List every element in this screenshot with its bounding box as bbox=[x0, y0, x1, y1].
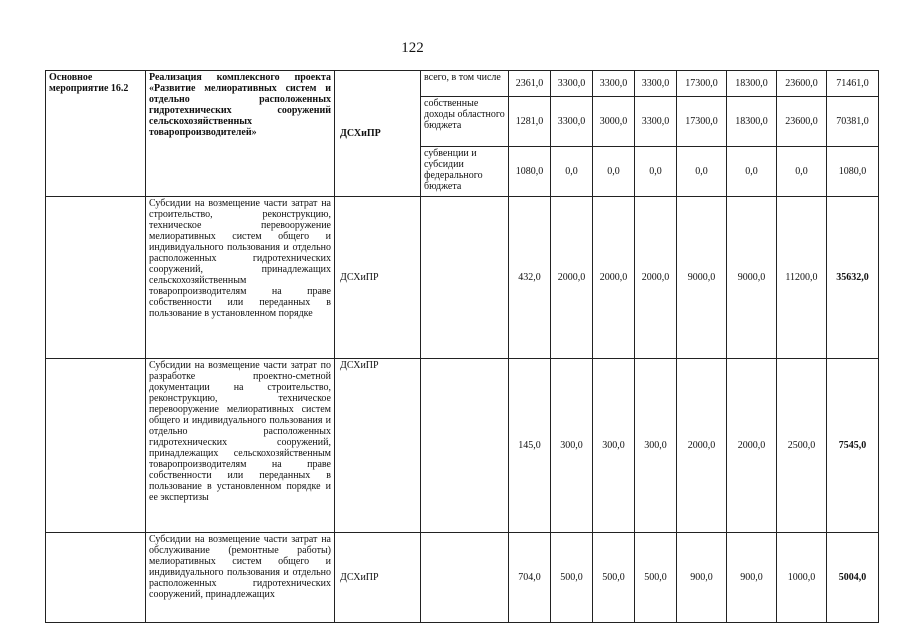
value-cell: 2500,0 bbox=[777, 359, 827, 533]
empty-source-cell bbox=[421, 533, 509, 623]
empty-source-cell bbox=[421, 197, 509, 359]
value-cell: 1281,0 bbox=[509, 97, 551, 147]
value-cell: 18300,0 bbox=[727, 97, 777, 147]
total-cell: 7545,0 bbox=[827, 359, 879, 533]
value-cell: 900,0 bbox=[677, 533, 727, 623]
value-cell: 11200,0 bbox=[777, 197, 827, 359]
subsidy-responsible: ДСХиПР bbox=[335, 533, 421, 623]
subsidy-name: Субсидии на возмещение части затрат по разработке проектно-сметной документации на строительство, реконструкцию, техническое перевооружение мелиоративных систем общего и индивидуального пользования и отдельно расположенных гидротехнических сооружений, принадлежащих сельскохозяйственным товаропроизводителям на праве собственности или переданных в пользование в установленном порядке и ее экспертизы bbox=[146, 359, 335, 533]
value-cell: 900,0 bbox=[727, 533, 777, 623]
value-cell: 9000,0 bbox=[727, 197, 777, 359]
value-cell: 500,0 bbox=[593, 533, 635, 623]
subsidy-responsible: ДСХиПР bbox=[335, 197, 421, 359]
value-cell: 145,0 bbox=[509, 359, 551, 533]
value-cell: 300,0 bbox=[593, 359, 635, 533]
total-cell: 70381,0 bbox=[827, 97, 879, 147]
value-cell: 0,0 bbox=[635, 147, 677, 197]
value-cell: 300,0 bbox=[551, 359, 593, 533]
value-cell: 23600,0 bbox=[777, 71, 827, 97]
value-cell: 3300,0 bbox=[635, 97, 677, 147]
total-cell: 1080,0 bbox=[827, 147, 879, 197]
subsidy-row bbox=[46, 359, 879, 533]
value-cell: 2000,0 bbox=[635, 197, 677, 359]
subsidy-name: Субсидии на возмещение части затрат на обслуживание (ремонтные работы) мелиоративных систем общего и индивидуального пользования и отдельно расположенных гидротехнических сооружений, принадлежащих bbox=[146, 533, 335, 623]
main-activity-name: Реализация комплексного проекта «Развитие мелиоративных систем и отдельно расположенных гидротехнических сооружений сельскохозяйственных товаропроизводителей» bbox=[146, 71, 335, 197]
funding-source: субвенции и субсидии федерального бюджета bbox=[421, 147, 509, 197]
value-cell: 3300,0 bbox=[551, 71, 593, 97]
value-cell: 2000,0 bbox=[677, 359, 727, 533]
value-cell: 2361,0 bbox=[509, 71, 551, 97]
main-activity-row-total bbox=[46, 71, 879, 97]
subsidy-row bbox=[46, 533, 879, 623]
empty-code-cell bbox=[46, 359, 146, 533]
subsidy-row bbox=[46, 197, 879, 359]
value-cell: 17300,0 bbox=[677, 71, 727, 97]
value-cell: 23600,0 bbox=[777, 97, 827, 147]
value-cell: 0,0 bbox=[677, 147, 727, 197]
value-cell: 300,0 bbox=[635, 359, 677, 533]
empty-source-cell bbox=[421, 359, 509, 533]
value-cell: 0,0 bbox=[777, 147, 827, 197]
value-cell: 1080,0 bbox=[509, 147, 551, 197]
value-cell: 0,0 bbox=[551, 147, 593, 197]
value-cell: 9000,0 bbox=[677, 197, 727, 359]
total-cell: 71461,0 bbox=[827, 71, 879, 97]
funding-source: собственные доходы областного бюджета bbox=[421, 97, 509, 147]
value-cell: 3300,0 bbox=[593, 71, 635, 97]
value-cell: 3300,0 bbox=[551, 97, 593, 147]
value-cell: 500,0 bbox=[551, 533, 593, 623]
empty-code-cell bbox=[46, 533, 146, 623]
value-cell: 17300,0 bbox=[677, 97, 727, 147]
value-cell: 2000,0 bbox=[727, 359, 777, 533]
value-cell: 3300,0 bbox=[635, 71, 677, 97]
value-cell: 432,0 bbox=[509, 197, 551, 359]
subsidy-name: Субсидии на возмещение части затрат на строительство, реконструкцию, техническое перевооружение мелиоративных систем общего и индивидуального пользования и отдельно расположенных гидротехнических сооружений, принадлежащих сельскохозяйственным товаропроизводителям на праве собственности или переданных в пользование в установленном порядке bbox=[146, 197, 335, 359]
value-cell: 2000,0 bbox=[551, 197, 593, 359]
funding-source: всего, в том числе bbox=[421, 71, 509, 97]
value-cell: 704,0 bbox=[509, 533, 551, 623]
total-cell: 5004,0 bbox=[827, 533, 879, 623]
value-cell: 1000,0 bbox=[777, 533, 827, 623]
page-number: 122 bbox=[401, 40, 424, 56]
value-cell: 0,0 bbox=[727, 147, 777, 197]
value-cell: 18300,0 bbox=[727, 71, 777, 97]
main-activity-responsible: ДСХиПР bbox=[335, 71, 421, 197]
empty-code-cell bbox=[46, 197, 146, 359]
total-cell: 35632,0 bbox=[827, 197, 879, 359]
main-activity-code: Основное мероприятие 16.2 bbox=[46, 71, 146, 197]
subsidy-responsible: ДСХиПР bbox=[335, 359, 421, 533]
value-cell: 0,0 bbox=[593, 147, 635, 197]
value-cell: 3000,0 bbox=[593, 97, 635, 147]
value-cell: 500,0 bbox=[635, 533, 677, 623]
value-cell: 2000,0 bbox=[593, 197, 635, 359]
program-activities-table bbox=[45, 70, 879, 623]
